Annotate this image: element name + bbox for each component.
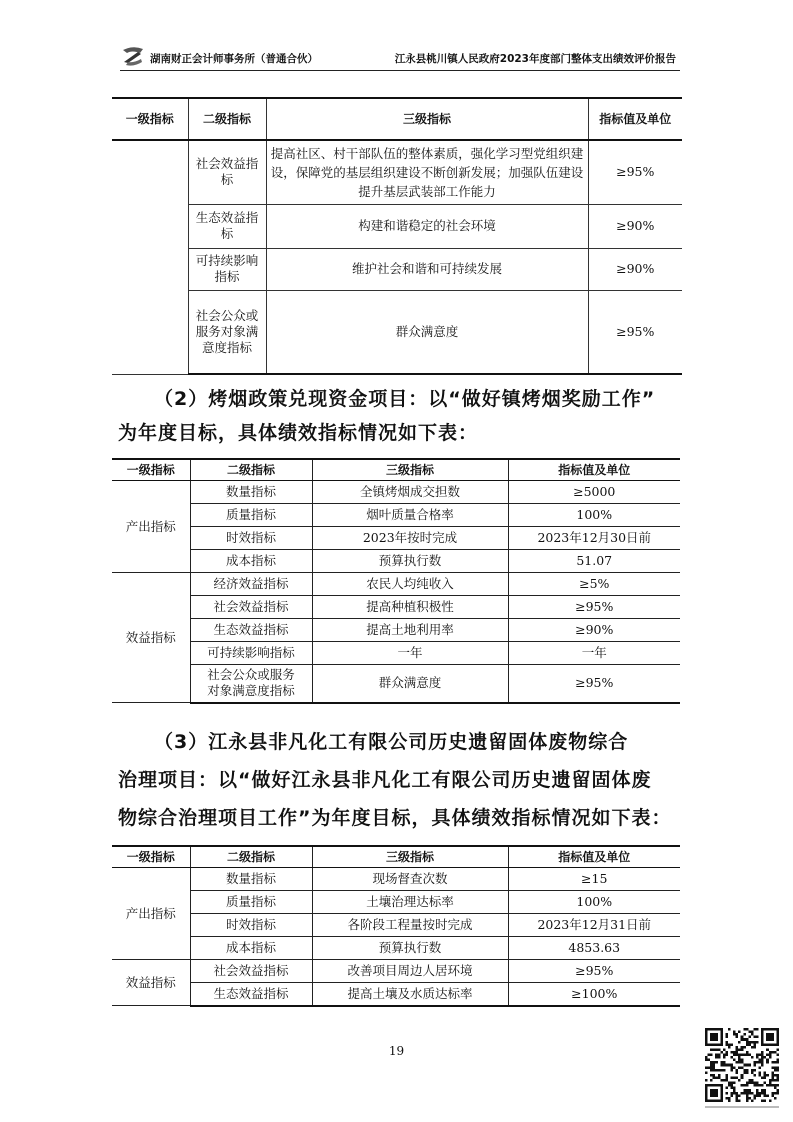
page-number: 19: [388, 1044, 405, 1058]
value-cell: ≥95%: [588, 290, 682, 374]
table-row: [112, 140, 682, 204]
header-cell: 二级指标: [190, 459, 312, 481]
table-row: [112, 596, 680, 619]
value-cell: 100%: [508, 891, 680, 914]
table-row: [112, 665, 680, 703]
qr-caption-decoration: [703, 1103, 781, 1111]
value-cell: 一年: [508, 642, 680, 665]
table-row: [112, 891, 680, 914]
value-cell: ≥90%: [588, 204, 682, 248]
firm-name: 湖南财正会计师事务所（普通合伙）: [150, 53, 318, 65]
table-row: [112, 619, 680, 642]
level3-cell: 土壤治理达标率: [312, 891, 508, 914]
level3-cell: 群众满意度: [266, 290, 588, 374]
level3-cell: 预算执行数: [312, 550, 508, 573]
table-header-row: [112, 846, 680, 868]
value-cell: ≥95%: [508, 960, 680, 983]
report-title: 江永县桃川镇人民政府2023年度部门整体支出绩效评价报告: [394, 53, 676, 65]
table-row: [112, 914, 680, 937]
indicator-table-1: [112, 97, 682, 375]
level2-cell: 质量指标: [190, 504, 312, 527]
level2-cell: 社会效益指标: [188, 140, 266, 204]
value-cell: 4853.63: [508, 937, 680, 960]
level3-cell: 2023年按时完成: [312, 527, 508, 550]
header-cell: 指标值及单位: [508, 846, 680, 868]
level3-cell: 预算执行数: [312, 937, 508, 960]
value-cell: ≥100%: [508, 983, 680, 1006]
level3-cell: 一年: [312, 642, 508, 665]
level2-cell: 成本指标: [190, 550, 312, 573]
value-cell: ≥95%: [508, 665, 680, 703]
value-cell: 100%: [508, 504, 680, 527]
level3-cell: 改善项目周边人居环境: [312, 960, 508, 983]
value-cell: 51.07: [508, 550, 680, 573]
paragraph-line: 为年度目标，具体绩效指标情况如下表：: [118, 422, 479, 444]
level2-cell: 社会公众或服务对象满意度指标: [188, 290, 266, 374]
table-row: [112, 204, 682, 248]
value-cell: ≥90%: [588, 248, 682, 290]
level3-cell: 提高社区、村干部队伍的整体素质，强化学习型党组织建设，保障党的基层组织建设不断创新发展；加强队伍建设提升基层武装部工作能力: [266, 140, 588, 204]
level2-cell: 生态效益指标: [190, 619, 312, 642]
value-cell: ≥95%: [508, 596, 680, 619]
level2-cell: 成本指标: [190, 937, 312, 960]
level2-cell: 生态效益指标: [190, 983, 312, 1006]
level2-cell: 时效指标: [190, 527, 312, 550]
level1-cell-empty: [112, 140, 188, 374]
level1-cell: 效益指标: [112, 960, 190, 1006]
table-row: [112, 481, 680, 504]
table-row: [112, 504, 680, 527]
table-row: [112, 290, 682, 374]
level3-cell: 提高土地利用率: [312, 619, 508, 642]
value-cell: ≥15: [508, 868, 680, 891]
qr-code-icon: [705, 1028, 779, 1102]
level3-cell: 群众满意度: [312, 665, 508, 703]
level3-cell: 提高土壤及水质达标率: [312, 983, 508, 1006]
table-row: [112, 937, 680, 960]
level3-cell: 现场督查次数: [312, 868, 508, 891]
level1-cell: 产出指标: [112, 868, 190, 960]
table-row: [112, 868, 680, 891]
table-row: [112, 550, 680, 573]
paragraph-line: （3）江永县非凡化工有限公司历史遗留固体废物综合: [154, 731, 629, 753]
table-row: [112, 573, 680, 596]
level1-cell: 效益指标: [112, 573, 190, 703]
value-cell: 2023年12月30日前: [508, 527, 680, 550]
header-cell: 二级指标: [188, 98, 266, 140]
page-header: [120, 44, 680, 71]
value-cell: ≥90%: [508, 619, 680, 642]
level1-cell: 产出指标: [112, 481, 190, 573]
value-cell: ≥5000: [508, 481, 680, 504]
value-cell: ≥5%: [508, 573, 680, 596]
paragraph-line: （2）烤烟政策兑现资金项目：以“做好镇烤烟奖励工作”: [154, 388, 656, 410]
table-row: [112, 642, 680, 665]
header-cell: 一级指标: [112, 98, 188, 140]
table-row: [112, 983, 680, 1006]
level2-cell: 质量指标: [190, 891, 312, 914]
paragraph-line: 治理项目：以“做好江永县非凡化工有限公司历史遗留固体废: [118, 769, 652, 791]
table-header-row: [112, 98, 682, 140]
indicator-table-2: [112, 458, 680, 704]
table-row: [112, 960, 680, 983]
value-cell: ≥95%: [588, 140, 682, 204]
table-header-row: [112, 459, 680, 481]
paragraph-line: 物综合治理项目工作”为年度目标，具体绩效指标情况如下表：: [118, 807, 672, 829]
header-cell: 三级指标: [312, 459, 508, 481]
level2-cell: 社会效益指标: [190, 960, 312, 983]
value-cell: 2023年12月31日前: [508, 914, 680, 937]
level2-cell: 社会效益指标: [190, 596, 312, 619]
header-cell: 二级指标: [190, 846, 312, 868]
level3-cell: 提高种植积极性: [312, 596, 508, 619]
header-cell: 三级指标: [266, 98, 588, 140]
level2-cell: 经济效益指标: [190, 573, 312, 596]
level2-cell: 数量指标: [190, 481, 312, 504]
table-row: [112, 248, 682, 290]
indicator-table-3: [112, 845, 680, 1007]
level3-cell: 维护社会和谐和可持续发展: [266, 248, 588, 290]
level2-cell: 时效指标: [190, 914, 312, 937]
section-paragraph-2: [118, 382, 688, 450]
level2-cell: 数量指标: [190, 868, 312, 891]
level3-cell: 各阶段工程量按时完成: [312, 914, 508, 937]
firm-logo-icon: [120, 44, 146, 68]
level2-cell: 可持续影响指标: [190, 642, 312, 665]
level2-cell: 可持续影响指标: [188, 248, 266, 290]
level2-cell: 社会公众或服务对象满意度指标: [190, 665, 312, 703]
header-cell: 指标值及单位: [508, 459, 680, 481]
header-cell: 三级指标: [312, 846, 508, 868]
level2-cell: 生态效益指标: [188, 204, 266, 248]
header-cell: 指标值及单位: [588, 98, 682, 140]
level3-cell: 农民人均纯收入: [312, 573, 508, 596]
level3-cell: 全镇烤烟成交担数: [312, 481, 508, 504]
header-cell: 一级指标: [112, 459, 190, 481]
header-cell: 一级指标: [112, 846, 190, 868]
table-row: [112, 527, 680, 550]
level3-cell: 烟叶质量合格率: [312, 504, 508, 527]
level3-cell: 构建和谐稳定的社会环境: [266, 204, 588, 248]
section-paragraph-3: [118, 723, 688, 837]
